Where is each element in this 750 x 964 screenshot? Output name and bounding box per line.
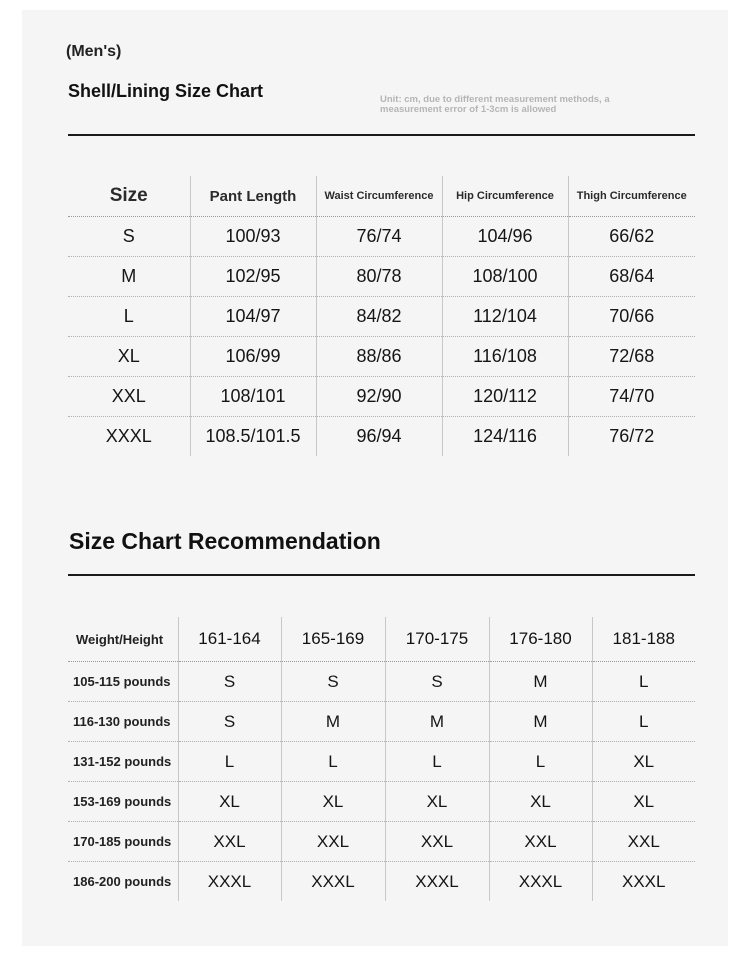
thigh-cell: 66/62: [568, 217, 695, 257]
thigh-cell: 68/64: [568, 257, 695, 297]
height-header: 181-188: [592, 617, 695, 662]
recommended-size-cell: XXL: [178, 822, 281, 862]
recommendation-table: [68, 617, 695, 901]
recommended-size-cell: XL: [592, 782, 695, 822]
recommended-size-cell: XXL: [489, 822, 592, 862]
recommendation-title: Size Chart Recommendation: [69, 528, 381, 554]
size-cell: L: [68, 297, 190, 337]
waist-cell: 88/86: [316, 337, 442, 377]
recommended-size-cell: S: [385, 662, 489, 702]
weight-label: 153-169 pounds: [68, 782, 178, 822]
recommended-size-cell: L: [385, 742, 489, 782]
recommended-size-cell: L: [281, 742, 385, 782]
table-row: [68, 662, 695, 702]
recommended-size-cell: XXXL: [592, 862, 695, 902]
hip-cell: 104/96: [442, 217, 568, 257]
table-row: [68, 742, 695, 782]
size-chart-table: [68, 176, 695, 456]
recommended-size-cell: L: [592, 662, 695, 702]
column-header-hip: Hip Circumference: [442, 176, 568, 217]
size-cell: M: [68, 257, 190, 297]
height-header: 165-169: [281, 617, 385, 662]
recommended-size-cell: XL: [489, 782, 592, 822]
recommended-size-cell: XXXL: [385, 862, 489, 902]
title-divider: [68, 134, 695, 136]
hip-cell: 116/108: [442, 337, 568, 377]
recommended-size-cell: XXXL: [178, 862, 281, 902]
table-row: [68, 782, 695, 822]
size-chart-title: Shell/Lining Size Chart: [68, 81, 264, 101]
recommended-size-cell: S: [178, 702, 281, 742]
table-row: [68, 217, 695, 257]
pant-length-cell: 108.5/101.5: [190, 417, 316, 457]
recommendation-header-row: [68, 617, 695, 662]
waist-cell: 84/82: [316, 297, 442, 337]
recommended-size-cell: XL: [592, 742, 695, 782]
height-header: 161-164: [178, 617, 281, 662]
recommended-size-cell: S: [178, 662, 281, 702]
hip-cell: 124/116: [442, 417, 568, 457]
weight-label: 131-152 pounds: [68, 742, 178, 782]
size-cell: XXL: [68, 377, 190, 417]
recommended-size-cell: XXL: [281, 822, 385, 862]
pant-length-cell: 104/97: [190, 297, 316, 337]
size-chart-header-row: [68, 176, 695, 217]
table-row: [68, 702, 695, 742]
pant-length-cell: 102/95: [190, 257, 316, 297]
waist-cell: 76/74: [316, 217, 442, 257]
hip-cell: 108/100: [442, 257, 568, 297]
recommended-size-cell: XXL: [592, 822, 695, 862]
unit-note: Unit: cm, due to different measurement methods, a measurement error of 1-3cm is allowed: [380, 94, 610, 115]
waist-cell: 96/94: [316, 417, 442, 457]
thigh-cell: 72/68: [568, 337, 695, 377]
recommended-size-cell: XXXL: [489, 862, 592, 902]
column-header-waist: Waist Circumference: [316, 176, 442, 217]
pant-length-cell: 106/99: [190, 337, 316, 377]
hip-cell: 112/104: [442, 297, 568, 337]
pant-length-cell: 108/101: [190, 377, 316, 417]
table-row: [68, 862, 695, 902]
weight-label: 116-130 pounds: [68, 702, 178, 742]
pant-length-cell: 100/93: [190, 217, 316, 257]
size-cell: XXXL: [105, 426, 152, 446]
recommended-size-cell: XL: [178, 782, 281, 822]
size-cell: XL: [68, 337, 190, 377]
table-row: [68, 257, 695, 297]
recommendation-divider: [68, 574, 695, 576]
table-row: [68, 337, 695, 377]
thigh-cell: 70/66: [568, 297, 695, 337]
recommended-size-cell: XL: [281, 782, 385, 822]
recommended-size-cell: M: [489, 662, 592, 702]
column-header-pant-length: Pant Length: [190, 176, 316, 217]
recommended-size-cell: S: [281, 662, 385, 702]
thigh-cell: 76/72: [568, 417, 695, 457]
recommended-size-cell: XL: [385, 782, 489, 822]
waist-cell: 92/90: [316, 377, 442, 417]
weight-height-corner: Weight/Height: [68, 617, 178, 662]
weight-label: 186-200 pounds: [73, 874, 172, 889]
column-header-size: Size: [68, 176, 190, 217]
table-row: [68, 297, 695, 337]
recommended-size-cell: M: [281, 702, 385, 742]
weight-label: 170-185 pounds: [68, 822, 178, 862]
recommended-size-cell: XXL: [385, 822, 489, 862]
table-row: [68, 377, 695, 417]
waist-cell: 80/78: [316, 257, 442, 297]
gender-label: (Men's): [66, 43, 122, 60]
column-header-thigh: Thigh Circumference: [568, 176, 695, 217]
recommended-size-cell: L: [592, 702, 695, 742]
table-row: [68, 417, 695, 457]
height-header: 176-180: [489, 617, 592, 662]
recommended-size-cell: XXXL: [281, 862, 385, 902]
weight-label: 105-115 pounds: [68, 662, 178, 702]
recommended-size-cell: L: [178, 742, 281, 782]
recommended-size-cell: L: [489, 742, 592, 782]
table-row: [68, 822, 695, 862]
recommended-size-cell: M: [489, 702, 592, 742]
size-cell: S: [68, 217, 190, 257]
height-header: 170-175: [385, 617, 489, 662]
thigh-cell: 74/70: [568, 377, 695, 417]
recommended-size-cell: M: [385, 702, 489, 742]
hip-cell: 120/112: [442, 377, 568, 417]
